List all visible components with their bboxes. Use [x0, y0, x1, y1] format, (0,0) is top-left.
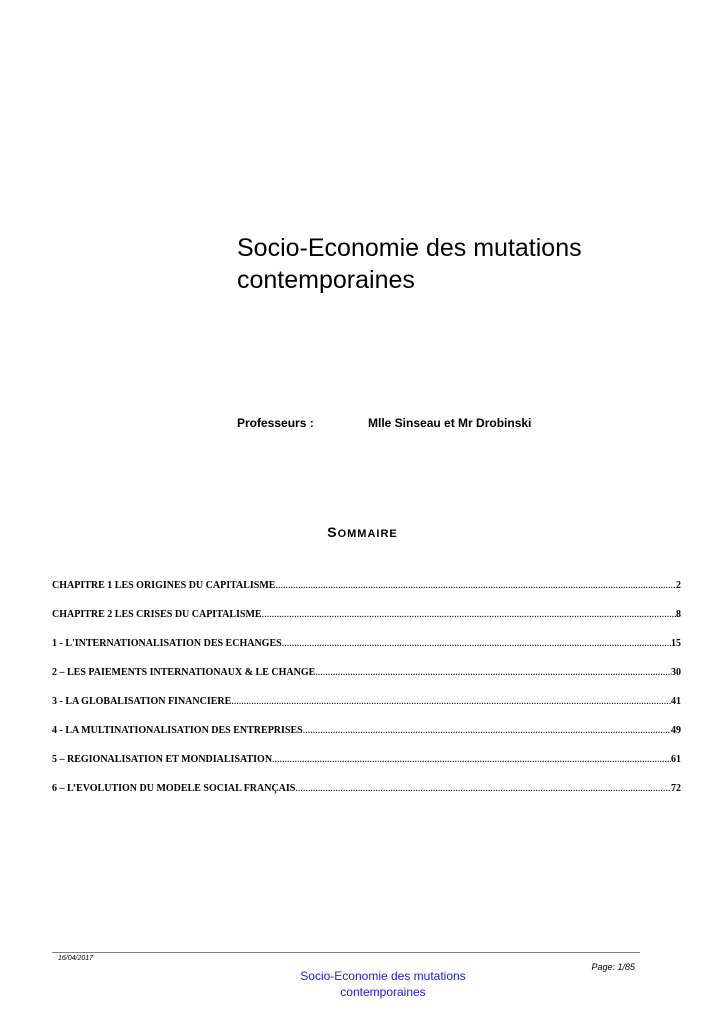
document-title: [237, 232, 677, 296]
toc-leader-dots: [262, 609, 676, 620]
toc-item-label: 4 - LA MULTINATIONALISATION DES ENTREPRISES: [52, 725, 303, 736]
toc-leader-dots: [272, 754, 671, 765]
toc-item-label: 1 - L'INTERNATIONALISATION DES ECHANGES: [52, 638, 282, 649]
toc-item-section-1[interactable]: [52, 638, 681, 667]
document-title-line1: Socio-Economie des mutations: [237, 234, 582, 262]
toc-leader-dots: [275, 580, 676, 591]
footer-page-number: Page: 1/85: [591, 962, 635, 972]
professors-names: Mlle Sinseau et Mr Drobinski: [368, 416, 532, 430]
sommaire-heading: [0, 524, 725, 540]
toc-item-section-6[interactable]: [52, 783, 681, 812]
footer-title-line1: Socio-Economie des mutations: [300, 969, 466, 983]
sommaire-heading-initial: S: [327, 524, 338, 540]
table-of-contents: [52, 580, 681, 812]
toc-leader-dots: [282, 638, 671, 649]
toc-leader-dots: [231, 696, 671, 707]
toc-item-section-5[interactable]: [52, 754, 681, 783]
toc-leader-dots: [315, 667, 671, 678]
toc-item-chapitre-1[interactable]: [52, 580, 681, 609]
toc-item-page: 2: [676, 580, 681, 591]
toc-leader-dots: [303, 725, 671, 736]
toc-item-label: CHAPITRE 1 LES ORIGINES DU CAPITALISME: [52, 580, 276, 591]
toc-item-page: 8: [676, 609, 681, 620]
toc-item-page: 61: [671, 754, 681, 765]
professors-label: Professeurs :: [237, 416, 314, 430]
footer-document-title: [0, 968, 725, 1000]
toc-item-page: 15: [671, 638, 681, 649]
toc-item-chapitre-2[interactable]: [52, 609, 681, 638]
footer-divider: [52, 952, 640, 953]
toc-item-section-4[interactable]: [52, 725, 681, 754]
toc-item-page: 72: [671, 783, 681, 794]
toc-item-page: 41: [671, 696, 681, 707]
toc-item-label: 3 - LA GLOBALISATION FINANCIERE: [52, 696, 232, 707]
footer-date: 16/04/2017: [58, 955, 94, 962]
toc-item-label: CHAPITRE 2 LES CRISES DU CAPITALISME: [52, 609, 262, 620]
toc-item-section-2[interactable]: [52, 667, 681, 696]
footer-title-line2: contemporaines: [340, 985, 426, 999]
sommaire-heading-rest: OMMAIRE: [337, 528, 398, 540]
toc-item-page: 30: [671, 667, 681, 678]
document-title-line2: contemporaines: [237, 266, 415, 294]
toc-item-label: 5 – REGIONALISATION ET MONDIALISATION: [52, 754, 273, 765]
toc-leader-dots: [295, 783, 671, 794]
toc-item-label: 6 – L’EVOLUTION DU MODELE SOCIAL FRANÇAIS: [52, 783, 296, 794]
toc-item-page: 49: [671, 725, 681, 736]
toc-item-label: 2 – LES PAIEMENTS INTERNATIONAUX & LE CHANGE: [52, 667, 316, 678]
toc-item-section-3[interactable]: [52, 696, 681, 725]
